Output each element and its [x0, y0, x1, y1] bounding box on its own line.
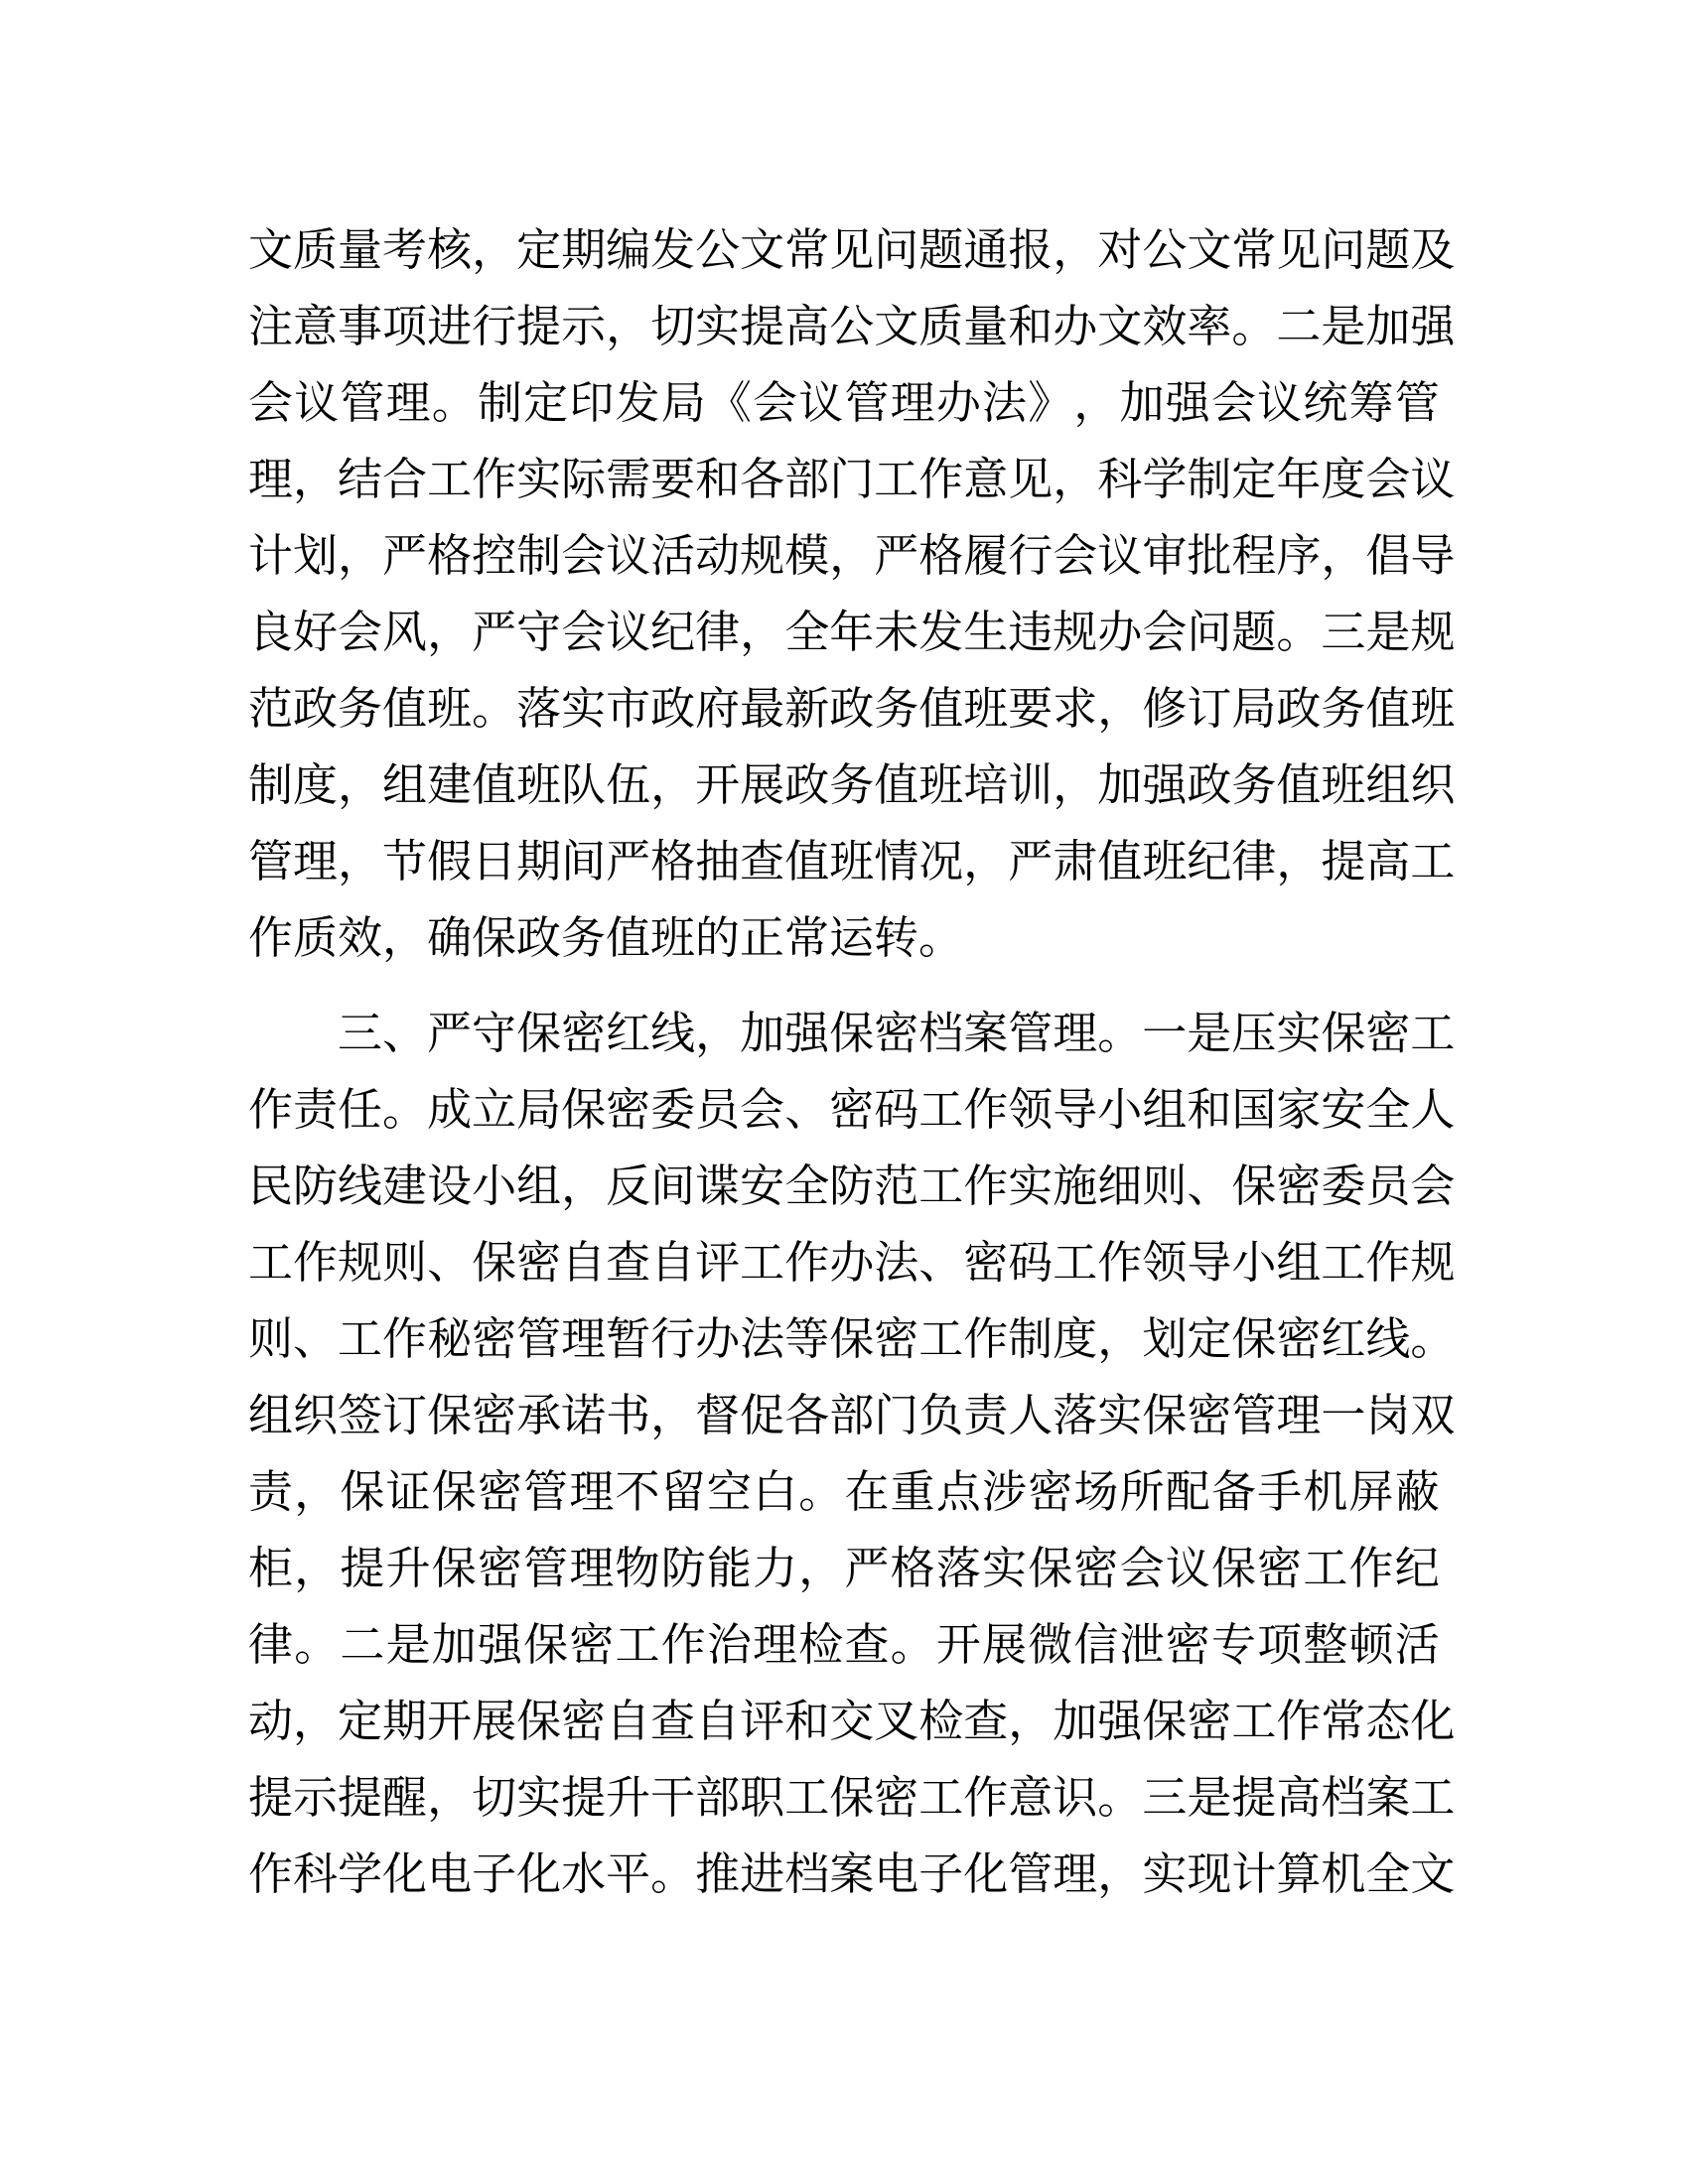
paragraph-gap [248, 976, 1440, 995]
text-line: 作 科 学 化 电 子 化 水 平 。 推 进 档 案 电 子 化 管 理 ， 实 现 计 算 机 全 文 [248, 1847, 1456, 1900]
text-line: 制 度 ， 组 建 值 班 队 伍 ， 开 展 政 务 值 班 培 训 ， 加 强 政 务 值 班 组 织 [248, 758, 1456, 811]
text-line: 民 防 线 建 设 小 组 ， 反 间 谍 安 全 防 范 工 作 实 施 细 则 、 保 密 委 员 会 [248, 1160, 1456, 1212]
text-line: 作 责 任 。 成 立 局 保 密 委 员 会 、 密 码 工 作 领 导 小 组 和 国 家 安 全 人 [248, 1083, 1456, 1136]
text-line: 管 理 ， 节 假 日 期 间 严 格 抽 查 值 班 情 况 ， 严 肃 值 班 纪 律 ， 提 高 工 [248, 835, 1456, 887]
text-line: 文 质 量 考 核 ， 定 期 编 发 公 文 常 见 问 题 通 报 ， 对 公 文 常 见 问 题 及 [248, 223, 1456, 276]
text-line: 范 政 务 值 班 。 落 实 市 政 府 最 新 政 务 值 班 要 求 ， 修 订 局 政 务 值 班 [248, 682, 1456, 735]
text-line: 作质效，确保政务值班的正常运转。 [248, 911, 964, 964]
text-line: 理 ， 结 合 工 作 实 际 需 要 和 各 部 门 工 作 意 见 ， 科 学 制 定 年 度 会 议 [248, 453, 1456, 505]
text-line: 则 、 工 作 秘 密 管 理 暂 行 办 法 等 保 密 工 作 制 度 ， 划 定 保 密 红 线 。 [248, 1312, 1456, 1365]
text-line: 良 好 会 风 ， 严 守 会 议 纪 律 ， 全 年 未 发 生 违 规 办 会 问 题 。 三 是 规 [248, 606, 1456, 658]
text-line: 提 示 提 醒 ， 切 实 提 升 干 部 职 工 保 密 工 作 意 识 。 三 是 提 高 档 案 工 [248, 1771, 1456, 1824]
text-line: 会 议 管 理 。 制 定 印 发 局 《 会 议 管 理 办 法 》 ， 加 强 会 议 统 筹 管 [248, 376, 1440, 429]
text-line: 柜 ， 提 升 保 密 管 理 物 防 能 力 ， 严 格 落 实 保 密 会 议 保 密 工 作 纪 [248, 1542, 1440, 1594]
text-line: 工 作 规 则 、 保 密 自 查 自 评 工 作 办 法 、 密 码 工 作 领 导 小 组 工 作 规 [248, 1236, 1456, 1289]
text-line: 注 意 事 项 进 行 提 示 ， 切 实 提 高 公 文 质 量 和 办 文 效 率 。 二 是 加 强 [248, 300, 1456, 352]
document-body [248, 211, 1456, 1912]
paragraph-confidentiality [248, 995, 1456, 1912]
paragraph-office-affairs [248, 211, 1456, 976]
text-line: 计 划 ， 严 格 控 制 会 议 活 动 规 模 ， 严 格 履 行 会 议 审 批 程 序 ， 倡 导 [248, 529, 1456, 582]
text-line-first: 三 、 严 守 保 密 红 线 ， 加 强 保 密 档 案 管 理 。 一 是 压 实 保 密 工 [338, 1007, 1456, 1059]
text-line: 动 ， 定 期 开 展 保 密 自 查 自 评 和 交 叉 检 查 ， 加 强 保 密 工 作 常 态 化 [248, 1695, 1456, 1747]
text-line: 律 。 二 是 加 强 保 密 工 作 治 理 检 查 。 开 展 微 信 泄 密 专 项 整 顿 活 [248, 1618, 1440, 1671]
text-line: 组 织 签 订 保 密 承 诺 书 ， 督 促 各 部 门 负 责 人 落 实 保 密 管 理 一 岗 双 [248, 1389, 1456, 1441]
text-line: 责 ， 保 证 保 密 管 理 不 留 空 白 。 在 重 点 涉 密 场 所 配 备 手 机 屏 蔽 [248, 1465, 1440, 1518]
